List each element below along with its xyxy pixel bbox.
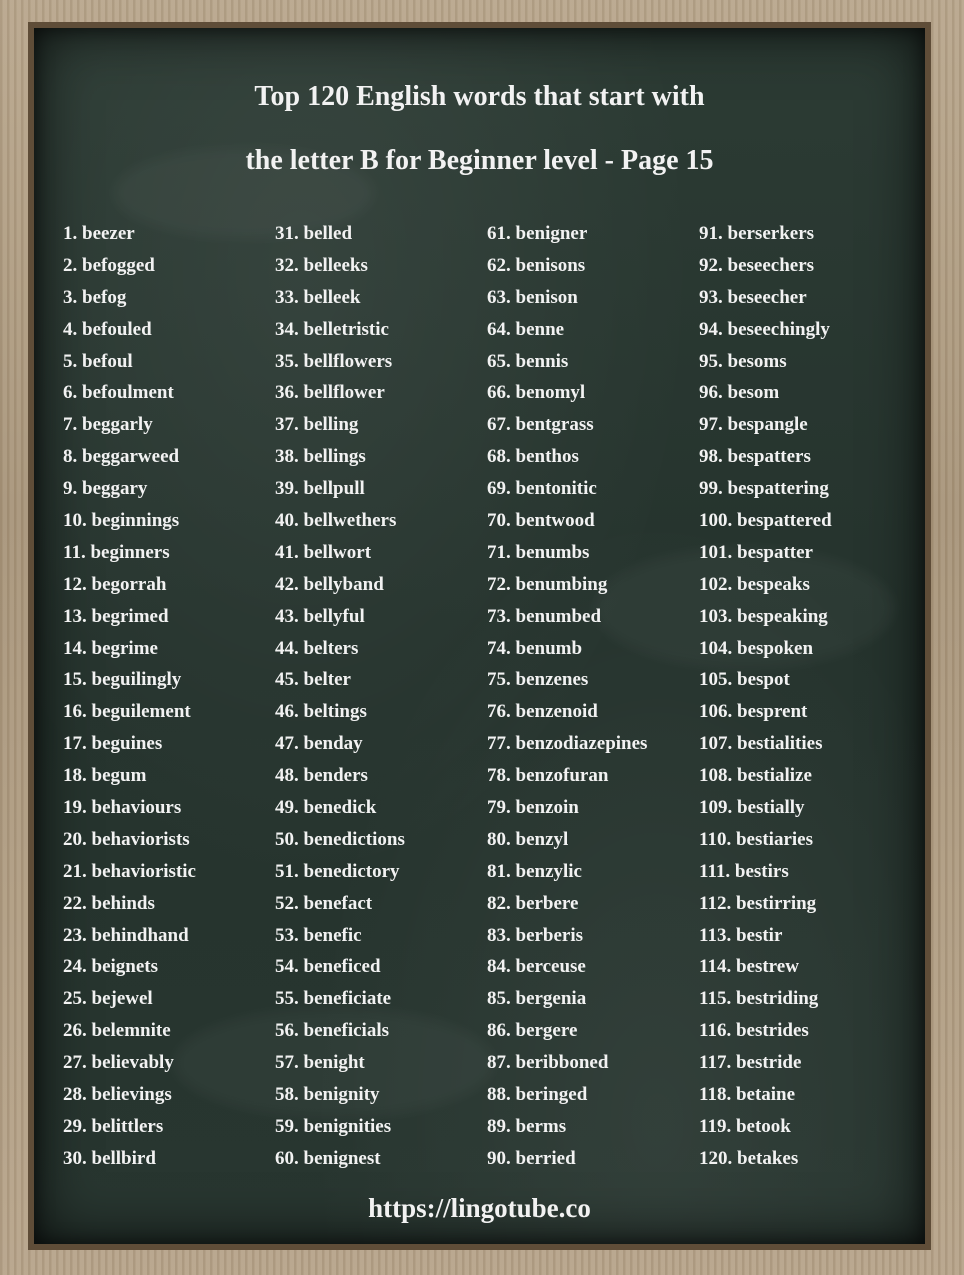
word-list-item: 70. bentwood: [487, 510, 595, 532]
page-title-line-2: the letter B for Beginner level - Page 15: [245, 145, 714, 176]
word-list-item: 71. benumbs: [487, 541, 590, 563]
word-list-item: 37. belling: [275, 414, 359, 436]
word-list-item: 72. benumbing: [487, 573, 608, 595]
word-list-item: 85. bergenia: [487, 988, 587, 1010]
word-list-item: 24. beignets: [63, 956, 158, 978]
word-list-item: 7. beggarly: [63, 414, 153, 436]
word-list-item: 16. beguilement: [63, 701, 191, 723]
word-list-item: 91. berserkers: [699, 223, 815, 244]
word-list-item: 65. bennis: [487, 350, 569, 372]
word-list-item: 100. bespattered: [699, 510, 832, 532]
word-list-item: 54. beneficed: [275, 956, 381, 978]
word-list-item: 81. benzylic: [487, 860, 582, 882]
word-list-item: 103. bespeaking: [699, 605, 828, 627]
word-list-item: 74. benumb: [487, 637, 583, 659]
word-column-4: [699, 218, 911, 1175]
word-list-item: 94. beseechingly: [699, 318, 830, 340]
word-list-item: 110. bestiaries: [699, 828, 813, 850]
word-list-item: 90. berried: [487, 1147, 576, 1169]
word-list-item: 34. belletristic: [275, 318, 389, 340]
word-list-item: 6. befoulment: [63, 382, 174, 404]
word-list-item: 69. bentonitic: [487, 478, 597, 500]
word-list-item: 48. benders: [275, 765, 368, 787]
word-list-item: 57. benight: [275, 1052, 365, 1074]
word-list-item: 49. benedick: [275, 797, 377, 819]
word-column-3: [487, 218, 699, 1175]
word-list-item: 59. benignities: [275, 1115, 392, 1137]
word-list-item: 45. belter: [275, 669, 351, 691]
word-list-item: 97. bespangle: [699, 414, 808, 436]
word-list-item: 9. beggary: [63, 478, 148, 500]
word-list-item: 3. befog: [63, 286, 127, 308]
word-list-item: 36. bellflower: [275, 382, 385, 404]
page-title-line-1: Top 120 English words that start with: [254, 81, 705, 112]
word-list-item: 50. benedictions: [275, 828, 405, 850]
word-list-item: 20. behaviorists: [63, 828, 190, 850]
word-list-item: 95. besoms: [699, 350, 787, 372]
word-list-item: 82. berbere: [487, 892, 579, 914]
word-list-item: 99. bespattering: [699, 478, 829, 500]
chalkboard: [28, 22, 931, 1250]
word-list-item: 117. bestride: [699, 1052, 802, 1074]
word-list-item: 87. beribboned: [487, 1052, 609, 1074]
word-list-item: 25. bejewel: [63, 988, 153, 1010]
word-list-item: 51. benedictory: [275, 860, 400, 882]
word-list-item: 8. beggarweed: [63, 446, 180, 468]
footer-url: https://lingotube.co: [368, 1193, 591, 1223]
word-list-item: 17. beguines: [63, 733, 163, 755]
word-list-item: 104. bespoken: [699, 637, 814, 659]
word-list-item: 98. bespatters: [699, 446, 811, 468]
word-list-item: 19. behaviours: [63, 797, 182, 819]
word-list-item: 77. benzodiazepines: [487, 733, 648, 755]
word-list-item: 66. benomyl: [487, 382, 586, 404]
word-list-item: 30. bellbird: [63, 1147, 156, 1169]
word-list-item: 52. benefact: [275, 892, 373, 914]
word-list-item: 106. besprent: [699, 701, 808, 723]
word-list-item: 92. beseechers: [699, 254, 815, 276]
word-list-item: 120. betakes: [699, 1147, 799, 1169]
word-list-item: 89. berms: [487, 1115, 567, 1137]
word-column-2: [275, 218, 487, 1175]
word-list-item: 64. benne: [487, 318, 565, 340]
word-list-item: 14. begrime: [63, 637, 158, 659]
word-list-item: 78. benzofuran: [487, 765, 609, 787]
word-column-1: [63, 218, 275, 1175]
word-list-item: 26. belemnite: [63, 1020, 171, 1042]
word-list-item: 27. believably: [63, 1052, 174, 1074]
word-list-item: 56. beneficials: [275, 1020, 389, 1042]
word-list-item: 86. bergere: [487, 1020, 578, 1042]
word-list-item: 5. befoul: [63, 350, 133, 372]
word-list-item: 63. benison: [487, 286, 578, 308]
word-list-item: 67. bentgrass: [487, 414, 594, 436]
word-list-item: 21. behavioristic: [63, 860, 196, 882]
word-list-item: 108. bestialize: [699, 765, 812, 787]
word-list-item: 84. berceuse: [487, 956, 586, 978]
word-list-item: 60. benignest: [275, 1147, 381, 1169]
word-list-item: 109. bestially: [699, 797, 805, 819]
word-list-item: 1. beezer: [63, 223, 135, 244]
word-list-item: 22. behinds: [63, 892, 155, 914]
word-list-item: 47. benday: [275, 733, 363, 755]
word-list-item: 83. berberis: [487, 924, 584, 946]
word-list-item: 107. bestialities: [699, 733, 823, 755]
word-list-item: 11. beginners: [63, 541, 170, 563]
word-list-item: 2. befogged: [63, 254, 155, 276]
word-list-item: 43. bellyful: [275, 605, 365, 627]
word-list-item: 112. bestirring: [699, 892, 817, 914]
word-list-item: 119. betook: [699, 1115, 791, 1137]
word-list-item: 41. bellwort: [275, 541, 372, 563]
word-list-item: 35. bellflowers: [275, 350, 393, 372]
word-list-item: 32. belleeks: [275, 254, 368, 276]
word-list-item: 13. begrimed: [63, 605, 169, 627]
word-list-item: 96. besom: [699, 382, 780, 404]
word-list-item: 58. benignity: [275, 1084, 380, 1106]
word-list-item: 4. befouled: [63, 318, 152, 340]
word-list-item: 93. beseecher: [699, 286, 807, 308]
word-list-item: 31. belled: [275, 223, 353, 244]
word-list-item: 116. bestrides: [699, 1020, 809, 1042]
word-list-item: 75. benzenes: [487, 669, 589, 691]
word-list-item: 79. benzoin: [487, 797, 579, 819]
word-list-item: 113. bestir: [699, 924, 783, 946]
word-list-item: 80. benzyl: [487, 828, 569, 850]
word-list-item: 88. beringed: [487, 1084, 588, 1106]
word-list-item: 111. bestirs: [699, 860, 789, 882]
word-list-item: 40. bellwethers: [275, 510, 397, 532]
word-list-item: 44. belters: [275, 637, 359, 659]
word-list-item: 53. benefic: [275, 924, 362, 946]
word-list-item: 10. beginnings: [63, 510, 180, 532]
word-list-item: 61. benigner: [487, 223, 588, 244]
word-list-item: 68. benthos: [487, 446, 579, 468]
word-list-item: 18. begum: [63, 765, 147, 787]
word-list-item: 76. benzenoid: [487, 701, 598, 723]
word-list-item: 62. benisons: [487, 254, 586, 276]
word-list-item: 73. benumbed: [487, 605, 602, 627]
word-list-item: 46. beltings: [275, 701, 367, 723]
word-list-item: 15. beguilingly: [63, 669, 182, 691]
word-list-item: 42. bellyband: [275, 573, 384, 595]
word-list-item: 33. belleek: [275, 286, 361, 308]
word-list-item: 29. belittlers: [63, 1115, 164, 1137]
word-list-item: 38. bellings: [275, 446, 366, 468]
word-list-item: 12. begorrah: [63, 573, 167, 595]
word-list-item: 28. believings: [63, 1084, 172, 1106]
word-list-item: 102. bespeaks: [699, 573, 810, 595]
word-list-item: 105. bespot: [699, 669, 790, 691]
word-list-item: 114. bestrew: [699, 956, 799, 978]
word-list-item: 23. behindhand: [63, 924, 189, 946]
word-list-item: 118. betaine: [699, 1084, 796, 1106]
word-list-item: 55. beneficiate: [275, 988, 392, 1010]
word-list-item: 39. bellpull: [275, 478, 365, 500]
word-list-item: 115. bestriding: [699, 988, 819, 1010]
word-list-item: 101. bespatter: [699, 541, 813, 563]
